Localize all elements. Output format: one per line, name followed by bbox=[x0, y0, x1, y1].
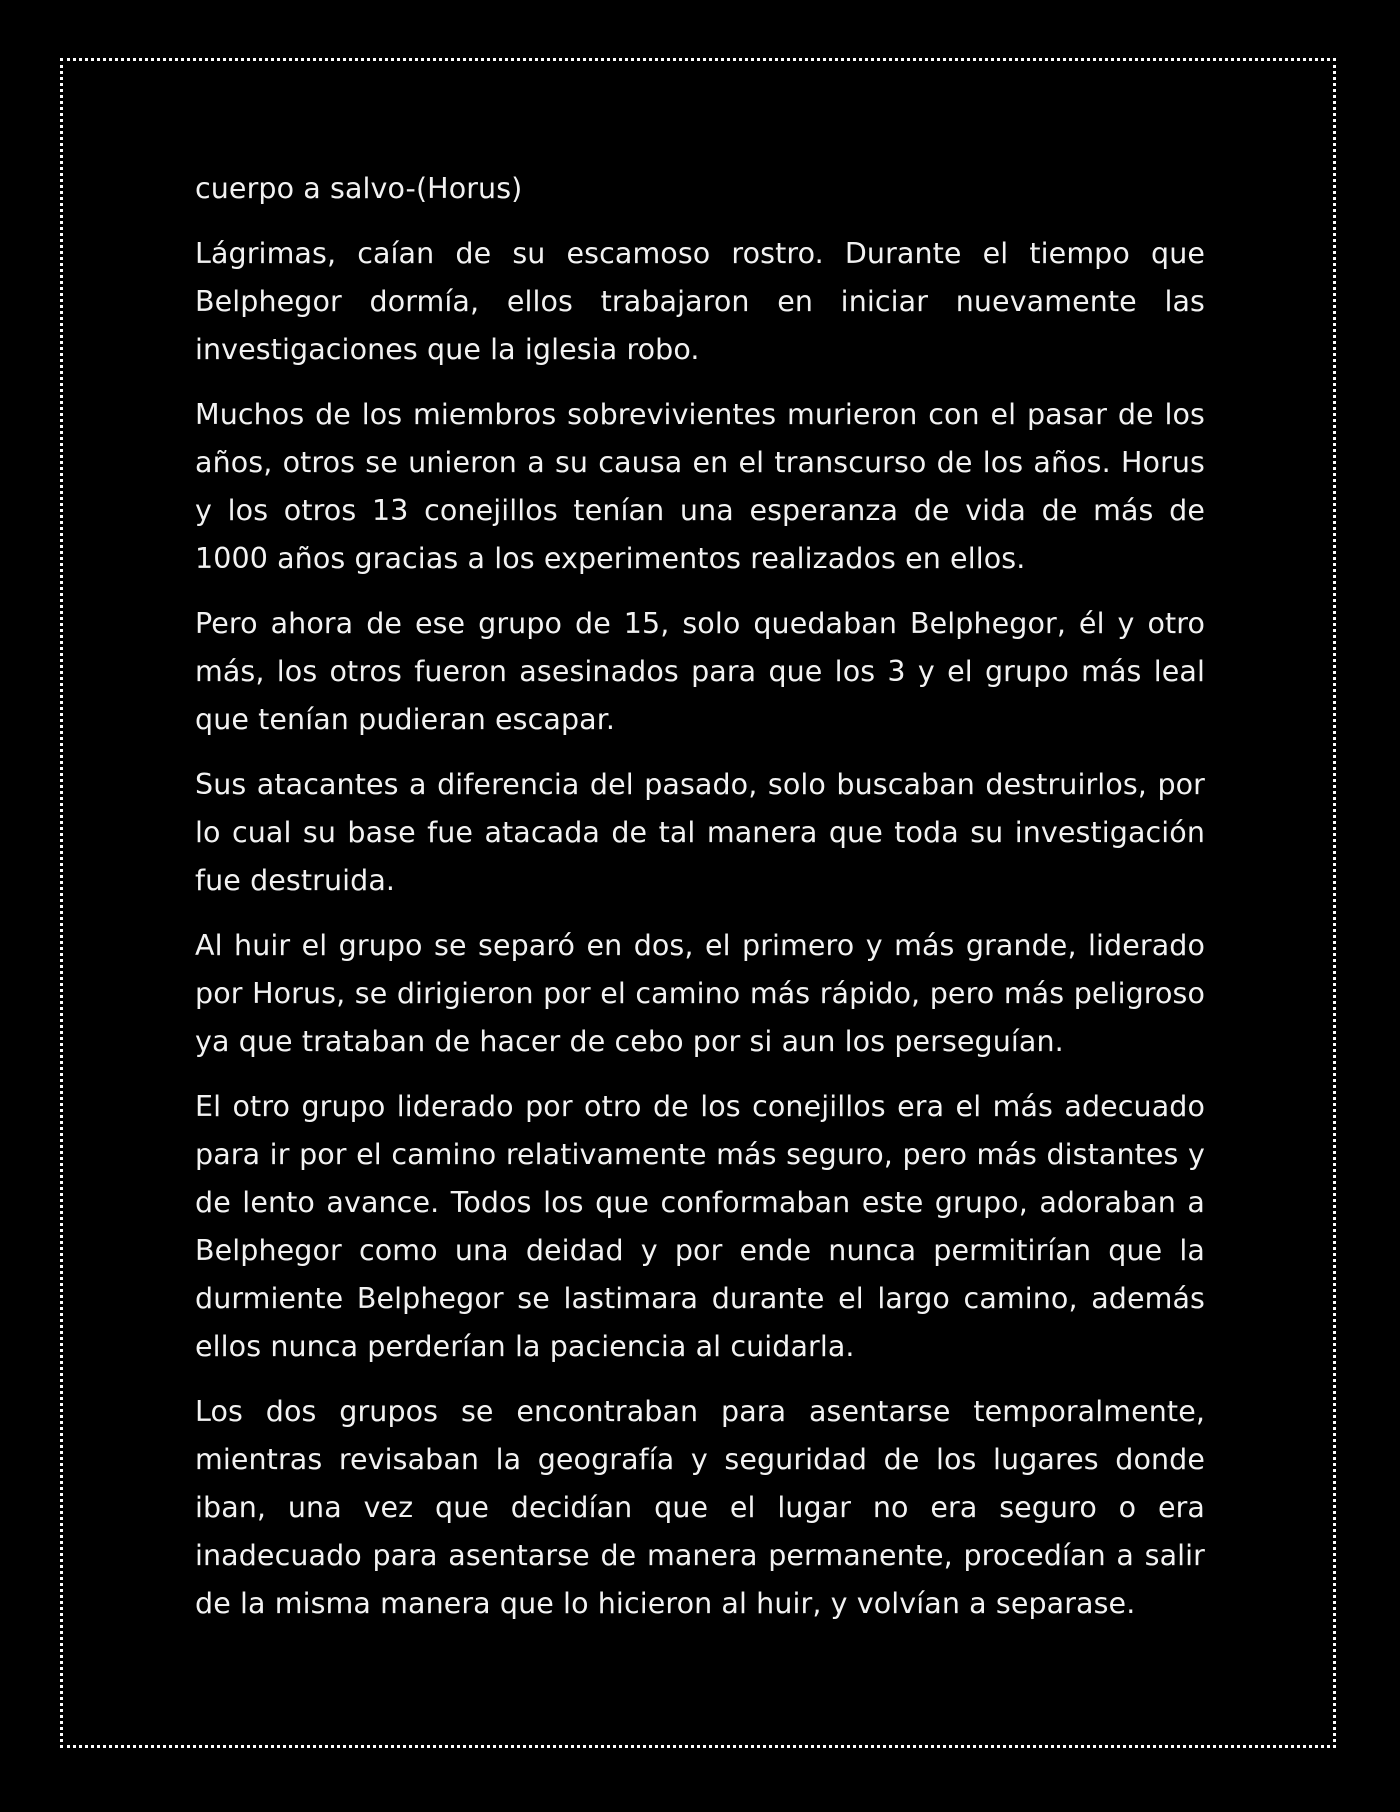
paragraph: Los dos grupos se encontraban para asentarse temporalmente, mientras revisaban la geografía y seguridad de los lugares donde iban, una vez que decidían que el lugar no era seguro o era inadecuado para asentarse de manera permanente, procedían a salir de la misma manera que lo hicieron al huir, y volvían a separase. bbox=[195, 1395, 1205, 1620]
paragraph: Pero ahora de ese grupo de 15, solo quedaban Belphegor, él y otro más, los otros fueron asesinados para que los 3 y el grupo más leal que tenían pudieran escapar. bbox=[195, 607, 1205, 736]
paragraph: Sus atacantes a diferencia del pasado, solo buscaban destruirlos, por lo cual su base fue atacada de tal manera que toda su investigación fue destruida. bbox=[195, 768, 1205, 897]
paragraph: Lágrimas, caían de su escamoso rostro. Durante el tiempo que Belphegor dormía, ellos trabajaron en iniciar nuevamente las investigaciones que la iglesia robo. bbox=[195, 237, 1205, 366]
page-text-body bbox=[195, 165, 1205, 1645]
paragraph: Muchos de los miembros sobrevivientes murieron con el pasar de los años, otros se unieron a su causa en el transcurso de los años. Horus y los otros 13 conejillos tenían una esperanza de vida de más de 1000 años gracias a los experimentos realizados en ellos. bbox=[195, 398, 1205, 575]
paragraph: El otro grupo liderado por otro de los conejillos era el más adecuado para ir por el camino relativamente más seguro, pero más distantes y de lento avance. Todos los que conformaban este grupo, adoraban a Belphegor como una deidad y por ende nunca permitirían que la durmiente Belphegor se lastimara durante el largo camino, además ellos nunca perderían la paciencia al cuidarla. bbox=[195, 1090, 1205, 1363]
paragraph: Al huir el grupo se separó en dos, el primero y más grande, liderado por Horus, se dirigieron por el camino más rápido, pero más peligroso ya que trataban de hacer de cebo por si aun los perseguían. bbox=[195, 929, 1205, 1058]
paragraph-continuation: cuerpo a salvo-(Horus) bbox=[195, 172, 523, 205]
